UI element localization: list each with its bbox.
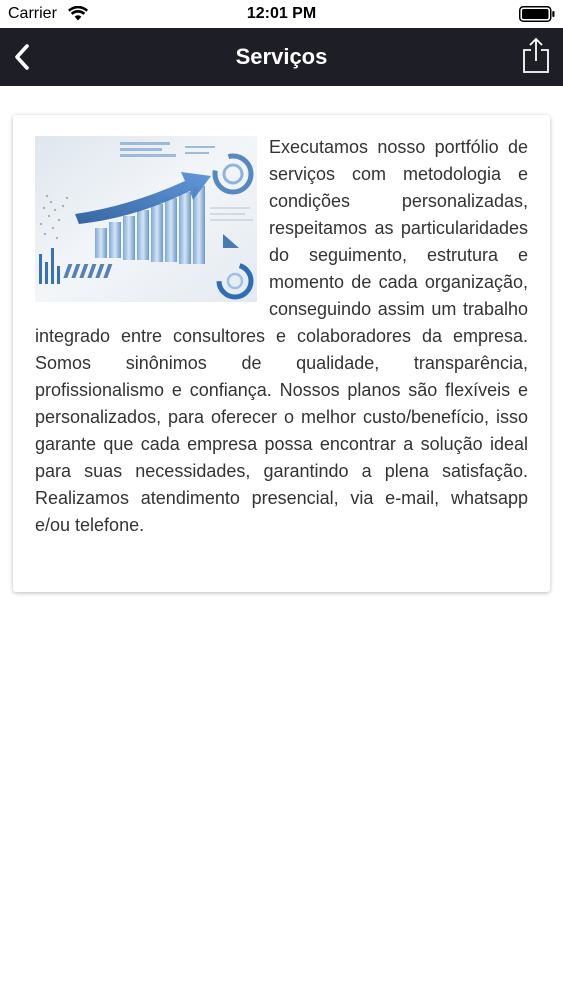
carrier-label: Carrier: [8, 5, 57, 22]
navigation-bar: [0, 28, 563, 86]
services-description: Executamos nosso portfólio de serviços com metodologia e condições personalizadas, respeitamos as particularidades do seguimento, estrutura e momento de cada organização, conseguindo assim um trabalho integrado entre consultores e colaboradores da empresa. Somos sinônimos de qualidade, transparência, profissionalismo e confiança. Nossos planos são flexíveis e personalizados, para oferecer o melhor custo/benefício, isso garante que cada empresa possa encontrar a solução ideal para suas necessidades, garantindo a plena satisfação. Realizamos atendimento presencial, via e-mail, whatsapp e/ou telefone.: [35, 137, 528, 535]
page-title: Serviços: [235, 44, 328, 69]
business-chart-image: [35, 136, 257, 302]
share-button[interactable]: [516, 36, 556, 76]
chevron-left-icon: [12, 43, 32, 71]
status-bar: [0, 0, 563, 28]
share-icon: [520, 37, 552, 75]
services-card: [13, 115, 550, 592]
status-time: 12:01 PM: [246, 5, 317, 22]
battery-icon: [519, 6, 555, 22]
back-button[interactable]: [4, 39, 40, 75]
